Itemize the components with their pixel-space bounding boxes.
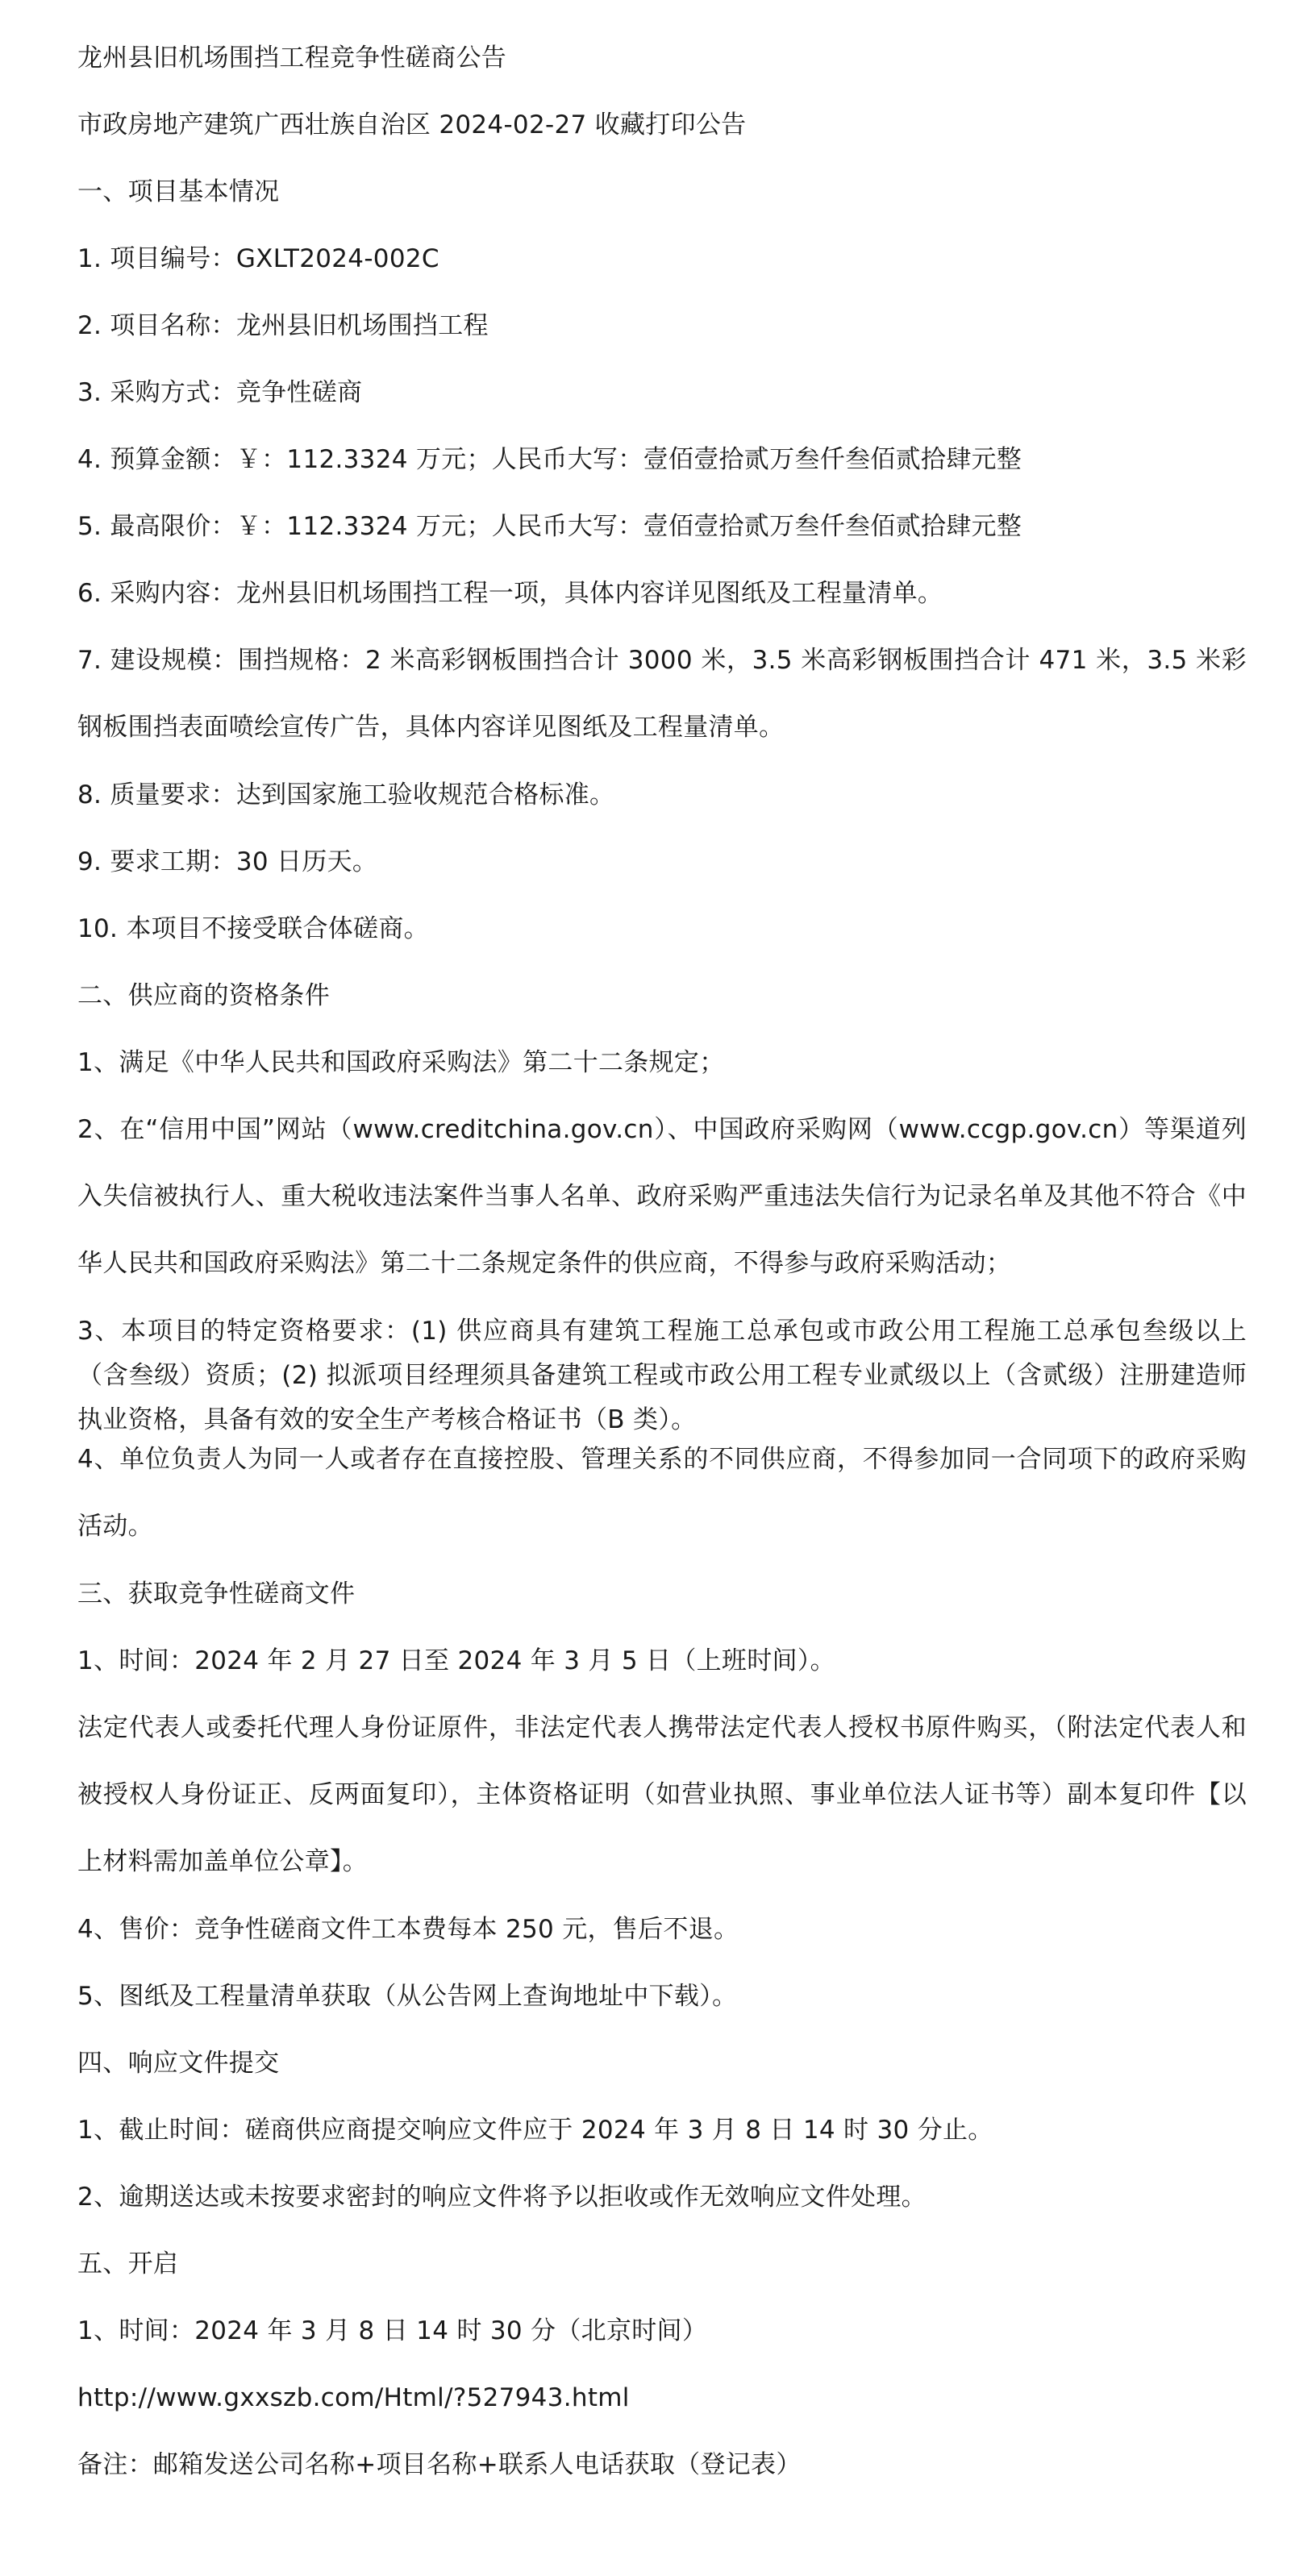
section-heading-submission: 四、响应文件提交 xyxy=(77,2049,280,2078)
qualification-item-2: 2、在“信用中国”网站（www.creditchina.gov.cn）、中国政府采购网（www.ccgp.gov.cn）等渠道列入失信被执行人、重大税收违法案件当事人名单、政府采购严重违法失信行为记录名单及其他不符合《中华人民共和国政府采购法》第二十二条规定条件的供应商，不得参与政府采购活动； xyxy=(77,1115,1247,1278)
no-consortium-note: 10. 本项目不接受联合体磋商。 xyxy=(77,914,429,943)
remark-note: 备注：邮箱发送公司名称+项目名称+联系人电话获取（登记表） xyxy=(77,2450,802,2479)
procurement-content: 6. 采购内容：龙州县旧机场围挡工程一项，具体内容详见图纸及工程量清单。 xyxy=(77,579,943,608)
qualification-item-4: 4、单位负责人为同一人或者存在直接控股、管理关系的不同供应商，不得参加同一合同项下的政府采购活动。 xyxy=(77,1445,1247,1541)
qualification-item-1: 1、满足《中华人民共和国政府采购法》第二十二条规定； xyxy=(77,1048,725,1077)
qualification-item-3: 3、本项目的特定资格要求：(1) 供应商具有建筑工程施工总承包或市政公用工程施工总承包叁级以上（含叁级）资质；(2) 拟派项目经理须具备建筑工程或市政公用工程专业贰级以上（含贰级）注册建造师执业资格，具备有效的安全生产考核合格证书（B 类）。 xyxy=(77,1317,1247,1434)
obtain-required-documents: 法定代表人或委托代理人身份证原件，非法定代表人携带法定代表人授权书原件购买，（附法定代表人和被授权人身份证正、反两面复印），主体资格证明（如营业执照、事业单位法人证书等）副本复印件【以上材料需加盖单位公章】。 xyxy=(77,1713,1247,1876)
max-price: 5. 最高限价：￥：112.3324 万元；人民币大写：壹佰壹拾贰万叁仟叁佰贰拾肆元整 xyxy=(77,512,1022,541)
section-heading-opening: 五、开启 xyxy=(77,2249,179,2278)
document-title: 龙州县旧机场围挡工程竞争性磋商公告 xyxy=(77,44,507,73)
quality-requirement: 8. 质量要求：达到国家施工验收规范合格标准。 xyxy=(77,780,615,809)
document-price: 4、售价：竞争性磋商文件工本费每本 250 元，售后不退。 xyxy=(77,1915,739,1944)
project-name: 2. 项目名称：龙州县旧机场围挡工程 xyxy=(77,311,489,340)
opening-time: 1、时间：2024 年 3 月 8 日 14 时 30 分（北京时间） xyxy=(77,2316,708,2345)
construction-period: 9. 要求工期：30 日历天。 xyxy=(77,847,378,876)
budget-amount: 4. 预算金额：￥：112.3324 万元；人民币大写：壹佰壹拾贰万叁仟叁佰贰拾肆元整 xyxy=(77,445,1022,474)
drawings-download: 5、图纸及工程量清单获取（从公告网上查询地址中下载）。 xyxy=(77,1982,738,2011)
announcement-url-link[interactable]: http://www.gxxszb.com/Html/?527943.html xyxy=(77,2383,630,2412)
announcement-document xyxy=(77,42,1247,2516)
obtain-time: 1、时间：2024 年 2 月 27 日至 2024 年 3 月 5 日（上班时间）。 xyxy=(77,1646,835,1675)
section-heading-obtain-documents: 三、获取竞争性磋商文件 xyxy=(77,1579,356,1608)
project-number: 1. 项目编号：GXLT2024-002C xyxy=(77,244,439,273)
late-submission-note: 2、逾期送达或未按要求密封的响应文件将予以拒收或作无效响应文件处理。 xyxy=(77,2183,927,2212)
construction-scale: 7. 建设规模：围挡规格：2 米高彩钢板围挡合计 3000 米，3.5 米高彩钢板围挡合计 471 米，3.5 米彩钢板围挡表面喷绘宣传广告，具体内容详见图纸及工程量清单。 xyxy=(77,646,1247,742)
submission-deadline: 1、截止时间：磋商供应商提交响应文件应于 2024 年 3 月 8 日 14 时 30 分止。 xyxy=(77,2116,993,2145)
section-heading-basic-info: 一、项目基本情况 xyxy=(77,177,280,206)
document-meta: 市政房地产建筑广西壮族自治区 2024-02-27 收藏打印公告 xyxy=(77,110,747,139)
section-heading-qualifications: 二、供应商的资格条件 xyxy=(77,981,330,1010)
procurement-method: 3. 采购方式：竞争性磋商 xyxy=(77,378,363,407)
